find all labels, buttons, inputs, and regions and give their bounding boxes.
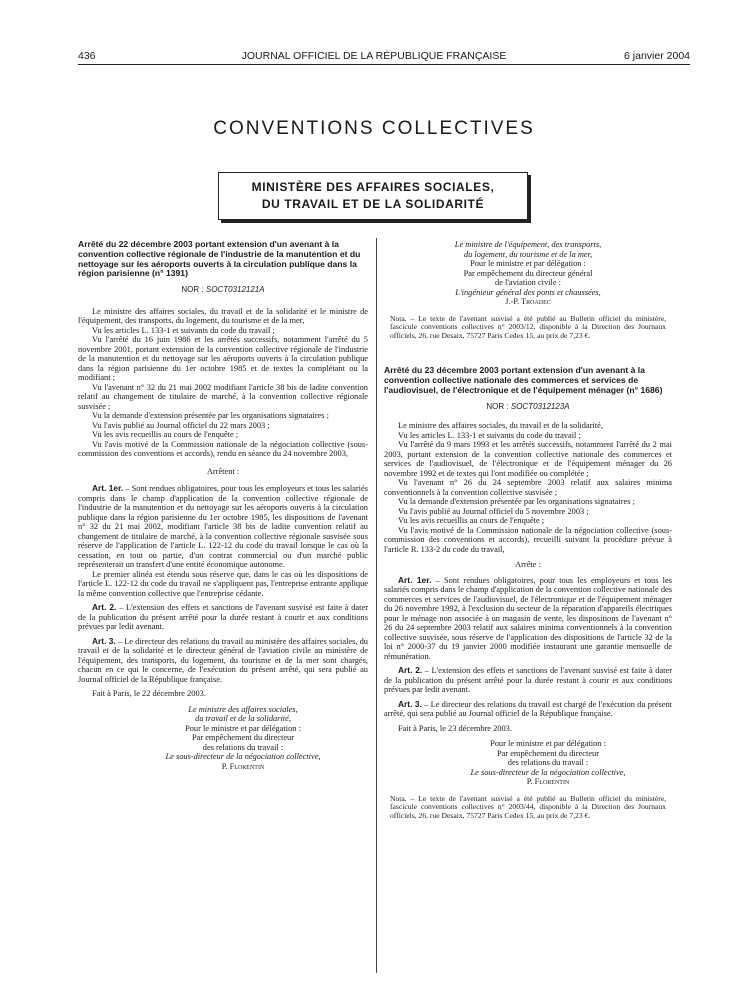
article-1 (384, 576, 672, 662)
paragraph: Vu les avis recueillis au cours de l'enquête ; (92, 430, 239, 440)
signature-line: Le sous-directeur de la négociation collective, (470, 767, 626, 777)
fait-a-paris: Fait à Paris, le 23 décembre 2003. (398, 723, 512, 733)
signature-line: Par empêchement du directeur (496, 748, 600, 758)
signature-line: Le ministre de l'équipement, des transports, (454, 240, 602, 249)
article-3 (384, 700, 672, 719)
signature-line: Le ministre des affaires sociales, (188, 704, 298, 714)
signature-line: Par empêchement du directeur général (463, 268, 593, 278)
journal-title: JOURNAL OFFICIEL DE LA RÉPUBLIQUE FRANÇAISE (241, 50, 507, 62)
article-1-paragraph-2: Le premier alinéa est étendu sous réserve que, dans le cas où les dispositions de l'article L. 122-12 du code du travail ne s'appliquent pas, l'entreprise entrante applique la même convention collective que l'entreprise cédante. (78, 569, 368, 598)
ministry-line-1: MINISTÈRE DES AFFAIRES SOCIALES, (251, 180, 495, 194)
paragraph: Vu l'avenant n° 26 du 24 septembre 2003 relatif aux salaires minima conventionnels à la convention collective susvisée ; (384, 478, 672, 497)
paragraph: Le ministre des affaires sociales, du travail et de la solidarité, (398, 421, 603, 431)
paragraph: Vu l'avis motivé de la Commission nationale de la négociation collective (sous-commission des conventions et accords), rendu en séance du 24 novembre 2003, (78, 439, 368, 459)
article-1-label: Art. 1er. (398, 574, 432, 585)
article-2 (78, 603, 368, 632)
arrete-2-title: Arrêté du 23 décembre 2003 portant extension d'un avenant à la convention collective nationale des commerces et services de l'audiovisuel, de l'électronique et de l'équipement ménager (n° 1686) (384, 365, 663, 395)
paragraph: Vu l'avenant n° 32 du 21 mai 2002 modifiant l'article 38 bis de ladite convention relatif au changement de titulaire de marché, à la convention collective régionale susvisée ; (78, 382, 368, 411)
signature-line: des relations du travail : (202, 742, 284, 752)
ministry-line-2: DU TRAVAIL ET DE LA SOLIDARITÉ (261, 197, 485, 211)
arrete-1-signature-2 (384, 240, 672, 307)
article-2-label: Art. 2. (92, 602, 117, 613)
signatory-name: P. Florentin (526, 777, 570, 787)
nor-code: SOCT0312121A (205, 285, 265, 295)
nor-label: NOR : (181, 285, 204, 295)
article-1-text: – Sont rendues obligatoires, pour tous les employeurs et tous les salariés compris dans le champ d'application de la convention collective nationale des commerces et services de l'audiovisuel, de l'électronique et de l'équipement ménager du 26 novembre 1992, à l'exclusion du secteur de la réparation d'appareils électriques pour le ménage non associée à un magasin de vente, les dispositions de l'avenant n° 26 du 24 septembre 2003 relatif aux salaires minima conventionnels à la convention collective susvisée, sous réserve de l'application des dispositions de l'article 32 de la loi n° 2000-37 du 19 janvier 2000 modifiée instaurant une garantie mensuelle de rémunération. (384, 575, 672, 661)
signature-line: de l'aviation civile : (495, 278, 561, 287)
signature-line: Pour le ministre et par délégation : (185, 723, 301, 733)
signature-line: des relations du travail : (507, 758, 589, 768)
signature-line: du travail et de la solidarité, (195, 714, 291, 724)
article-1 (78, 484, 368, 570)
article-3-label: Art. 3. (398, 698, 422, 709)
article-1-text: – Sont rendues obligatoires, pour tous les employeurs et tous les salariés compris dans le champ d'application de la convention collective régionale de l'industrie de la manutention et du nettoyage sur les aéroports ouverts à la circulation publique dans la région parisienne du 1er octobre 1985, les dispositions de l'avenant n° 32 du 21 mai 2002, modifiant l'article 38 bis de ladite convention relatif au changement de titulaire de marché, à la convention collective régionale susvisée sous réserve de l'application de l'article L. 122-12 du code du travail lorsque le cas où la cessation, en tout ou partie, d'un contrat commercial ou d'un marché public représenterait un transfert d'une entité économique autonome. (78, 484, 368, 570)
paragraph: Vu l'arrêté du 16 juin 1986 et les arrêtés successifs, notamment l'arrêté du 5 novembre 2001, portant extension de la convention collective régionale de l'industrie de la manutention et du nettoyage sur les aéroports ouverts à la circulation publique dans la région parisienne du 1er octobre 1985 et de textes la complétant ou la modifiant ; (78, 335, 368, 383)
section-title: CONVENTIONS COLLECTIVES (213, 118, 535, 139)
paragraph: Vu l'avis publié au Journal officiel du 22 mars 2003 ; (92, 420, 270, 430)
arrete-1-title: Arrêté du 22 décembre 2003 portant extension d'un avenant à la convention collective régionale de l'industrie de la manutention et du nettoyage sur les aéroports ouverts à la circulation publique dans la région parisienne (n° 1391) (78, 239, 361, 279)
article-2-label: Art. 2. (398, 665, 423, 676)
article-2 (384, 666, 672, 695)
arrete-2-nota: Nota. – Le texte de l'avenant susvisé a été publié au Bulletin officiel du ministère, fascicule conventions collectives n° 2003/44, disponible à la Direction des Journaux officiels, 26, rue Desaix, 75727 Paris Cedex 15, au prix de 7,23 €. (390, 793, 666, 820)
paragraph: Vu les articles L. 133-1 et suivants du code du travail ; (92, 325, 275, 335)
signatory-name: P. Florentin (221, 761, 265, 771)
article-1-label: Art. 1er. (92, 483, 124, 494)
page-number: 436 (78, 50, 96, 62)
signature-line: L'ingénieur général des ponts et chaussées, (455, 287, 601, 297)
arrete-1-nota: Nota. – Le texte de l'avenant susvisé a été publié au Bulletin officiel du ministère, fascicule conventions collectives n° 2003/12, disponible à la Direction des Journaux officiels, 26, rue Desaix, 75727 Paris Cedex 15, au prix de 7,23 €. (390, 313, 666, 340)
ministry-box (218, 172, 528, 220)
right-column (384, 240, 672, 820)
column-divider (376, 238, 377, 973)
paragraph: Vu les articles L. 133-1 et suivants du code du travail ; (398, 430, 581, 440)
arrete-2-nor (384, 402, 672, 412)
arrete-verb: Arrête : (515, 560, 541, 570)
signature-line: du logement, du tourisme et de la mer, (463, 249, 593, 259)
nor-code: SOCT0312123A (510, 401, 570, 411)
signature-line: Pour le ministre et par délégation : (490, 739, 606, 749)
paragraph: Vu la demande d'extension présentée par les organisations signataires ; (398, 497, 635, 507)
article-3-label: Art. 3. (92, 635, 116, 646)
paragraph: Vu l'avis motivé de la Commission nationale de la négociation collective (sous-commission des conventions et accords), recueilli suivant la procédure prévue à l'article R. 133-2 du code du travail, (384, 525, 672, 554)
fait-a-paris: Fait à Paris, le 22 décembre 2003. (92, 689, 206, 699)
signature-line: Pour le ministre et par délégation : (470, 259, 586, 268)
nor-label: NOR : (486, 401, 509, 411)
article-2-text: – L'extension des effets et sanctions de l'avenant susvisé est faite à dater de la publication du présent arrêté pour la durée restant à courir et aux conditions prévues par ledit avenant. (384, 666, 672, 695)
header-rule (78, 64, 690, 65)
article-3-text: – Le directeur des relations du travail au ministère des affaires sociales, du travail et de la solidarité et le directeur général de l'aviation civile au ministère de l'équipement, des transports, du logement, du tourisme et de la mer sont chargés, chacun en ce qui le concerne, de l'exécution du présent arrêté, qui sera publié au Journal officiel de la République française. (78, 636, 368, 684)
article-3 (78, 637, 368, 685)
signature-line: Par empêchement du directeur (191, 733, 295, 743)
left-column (78, 240, 368, 771)
paragraph: Vu l'arrêté du 9 mars 1993 et les arrêtés successifs, notamment l'arrêté du 2 mai 2003, portant extension de la convention collective nationale des commerces et services de l'audiovisuel, de l'électronique et de l'équipement ménager du 26 novembre 1992 et de textes qui l'ont modifiée ou complétée ; (384, 440, 672, 478)
arrete-1-nor (78, 285, 368, 295)
arretent: Arrêtent : (206, 466, 240, 476)
issue-date: 6 janvier 2004 (624, 50, 690, 62)
signatory-name: J.-P. Troadec (505, 297, 551, 306)
article-3-text: – Le directeur des relations du travail est chargé de l'exécution du présent arrêté, qui sera publié au Journal officiel de la République française. (384, 699, 672, 719)
article-2-text: – L'extension des effets et sanctions de l'avenant susvisé est faite à dater de la publication du présent arrêté pour la durée restant à courir et aux conditions prévues par ledit avenant. (78, 603, 368, 632)
paragraph: Vu les avis recueillis au cours de l'enquête ; (398, 516, 545, 526)
signature-line: Le sous-directeur de la négociation collective, (165, 752, 321, 762)
paragraph: Le ministre des affaires sociales, du travail et de la solidarité et le ministre de l'équipement, des transports, du logement, du tourisme et de la mer, (78, 306, 368, 326)
paragraph: Vu l'avis publié au Journal officiel du 5 novembre 2003 ; (398, 506, 589, 516)
paragraph: Vu la demande d'extension présentée par les organisations signataires ; (92, 411, 329, 421)
